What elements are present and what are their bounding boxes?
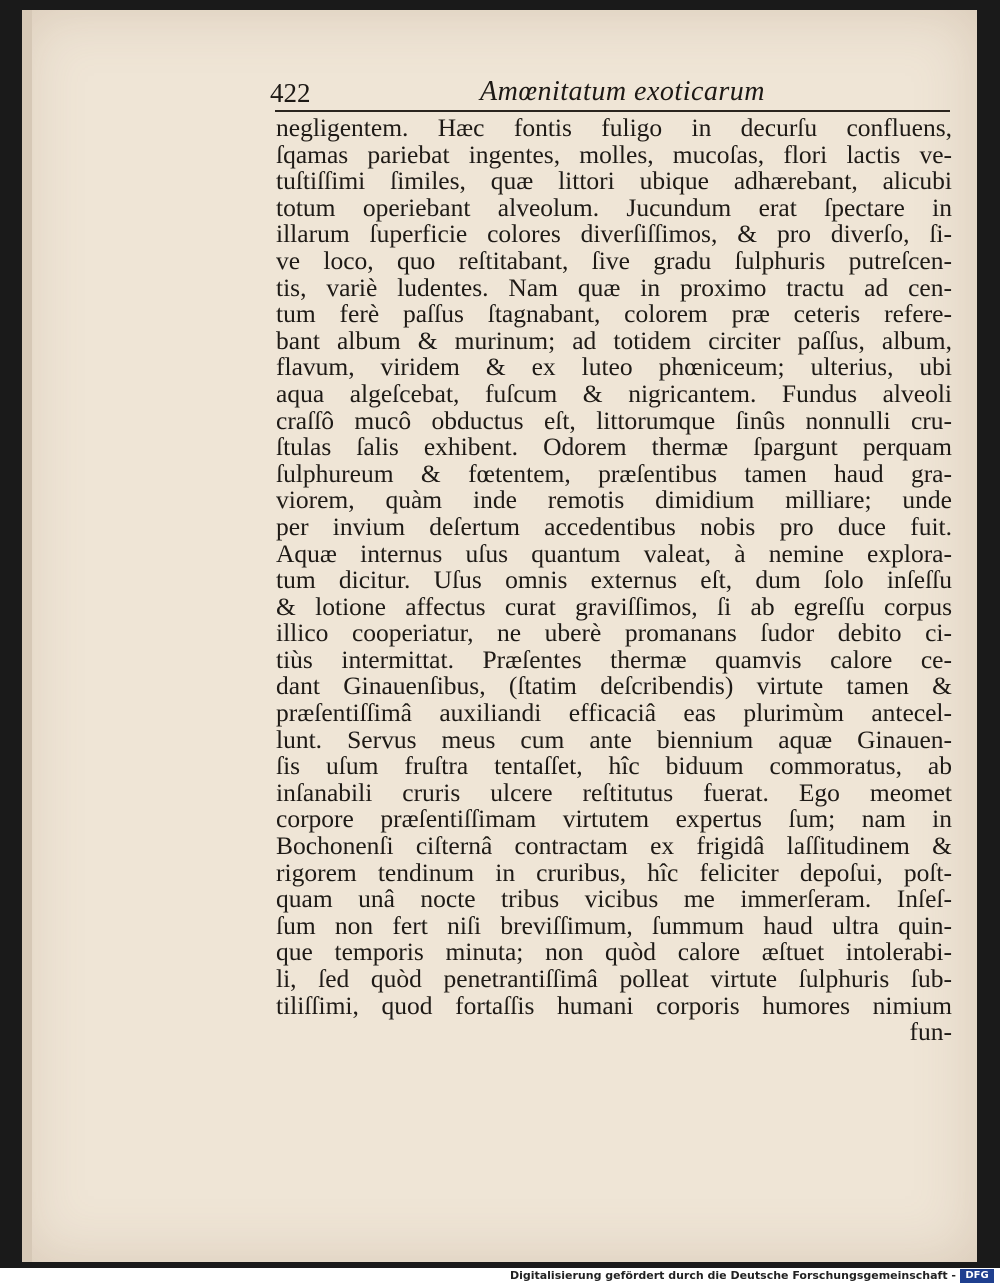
digitization-credit: Digitalisierung gefördert durch die Deutsche Forschungsgemeinschaft -	[509, 1269, 956, 1282]
text-line: ſulphureum & fœtentem, præſentibus tamen haud gra-	[276, 458, 952, 488]
text-line: ſqamas pariebat ingentes, molles, mucoſas, flori lactis ve-	[276, 139, 952, 169]
text-line: præſentiſſimâ auxiliandi efficaciâ eas plurimùm antecel-	[276, 698, 952, 728]
text-line: illarum ſuperficie colores diverſiſſimos, & pro diverſo, ſi-	[276, 219, 952, 249]
text-line: corpore præſentiſſimam virtutem expertus ſum; nam in	[276, 804, 952, 834]
dfg-logo: DFG	[960, 1269, 994, 1283]
text-line: lunt. Servus meus cum ante biennium aquæ Ginauen-	[276, 724, 952, 754]
text-line: & lotione affectus curat graviſſimos, ſi ab egreſſu corpus	[276, 591, 952, 621]
text-line: Bochonenſi ciſternâ contractam ex frigidâ laſſitudinem &	[276, 831, 952, 861]
text-line: ſis uſum fruſtra tentaſſet, hîc biduum commoratus, ab	[276, 751, 952, 781]
text-line: ſum non fert niſi breviſſimum, ſummum haud ultra quin-	[276, 910, 952, 940]
text-line: dant Ginauenſibus, (ſtatim deſcribendis) virtute tamen &	[276, 671, 952, 701]
text-line: bant album & murinum; ad totidem circiter paſſus, album,	[276, 325, 952, 355]
page-header	[270, 72, 950, 112]
text-line: Aquæ internus uſus quantum valeat, à nemine explora-	[276, 538, 952, 568]
text-line: illico cooperiatur, ne uberè promanans ſudor debito ci-	[276, 618, 952, 648]
text-line: que temporis minuta; non quòd calore æſtuet intolerabi-	[276, 937, 952, 967]
text-line: tiùs intermittat. Præſentes thermæ quamvis calore ce-	[276, 644, 952, 674]
header-rule	[275, 110, 950, 112]
text-line: tuſtiſſimi ſimiles, quæ littori ubique adhærebant, alicubi	[276, 166, 952, 196]
text-line: ve loco, quo reſtitabant, ſive gradu ſulphuris putreſcen-	[276, 245, 952, 275]
text-line: fun-	[909, 1017, 952, 1047]
text-line: li, ſed quòd penetrantiſſimâ polleat virtute ſulphuris ſub-	[276, 964, 952, 993]
text-line: negligentem. Hæc fontis fuligo in decurſu confluens,	[276, 113, 952, 142]
running-head: Amœnitatum exoticarum	[480, 76, 766, 107]
text-line: tum dicitur. Uſus omnis externus eſt, dum ſolo inſeſſu	[276, 565, 952, 595]
text-line: tiliſſimi, quod fortaſſis humani corporis humores nimium	[276, 990, 952, 1020]
body-text	[276, 115, 952, 1046]
text-line: per invium deſertum accedentibus nobis pro duce fuit.	[276, 511, 952, 541]
text-line: inſanabili cruris ulcere reſtitutus fuerat. Ego meomet	[276, 777, 952, 807]
text-line: tum ferè paſſus ſtagnabant, colorem præ ceteris refere-	[276, 299, 952, 329]
text-line: viorem, quàm inde remotis dimidium milliare; unde	[276, 485, 952, 515]
text-line: craſſô mucô obductus eſt, littorumque ſinûs nonnulli cru-	[276, 405, 952, 435]
page-number: 422	[270, 78, 311, 108]
text-line: flavum, viridem & ex luteo phœniceum; ulterius, ubi	[276, 352, 952, 382]
text-line: aqua algeſcebat, fuſcum & nigricantem. Fundus alveoli	[276, 378, 952, 408]
text-line: rigorem tendinum in cruribus, hîc feliciter depoſui, poſt-	[276, 857, 952, 887]
text-line: quam unâ nocte tribus vicibus me immerſeram. Inſeſ-	[276, 884, 952, 914]
text-line: tis, variè ludentes. Nam quæ in proximo tractu ad cen-	[276, 272, 952, 302]
text-line: ſtulas ſalis exhibent. Odorem thermæ ſpargunt perquam	[276, 432, 952, 462]
text-line: totum operiebant alveolum. Jucundum erat ſpectare in	[276, 192, 952, 222]
page-gutter	[22, 10, 32, 1262]
